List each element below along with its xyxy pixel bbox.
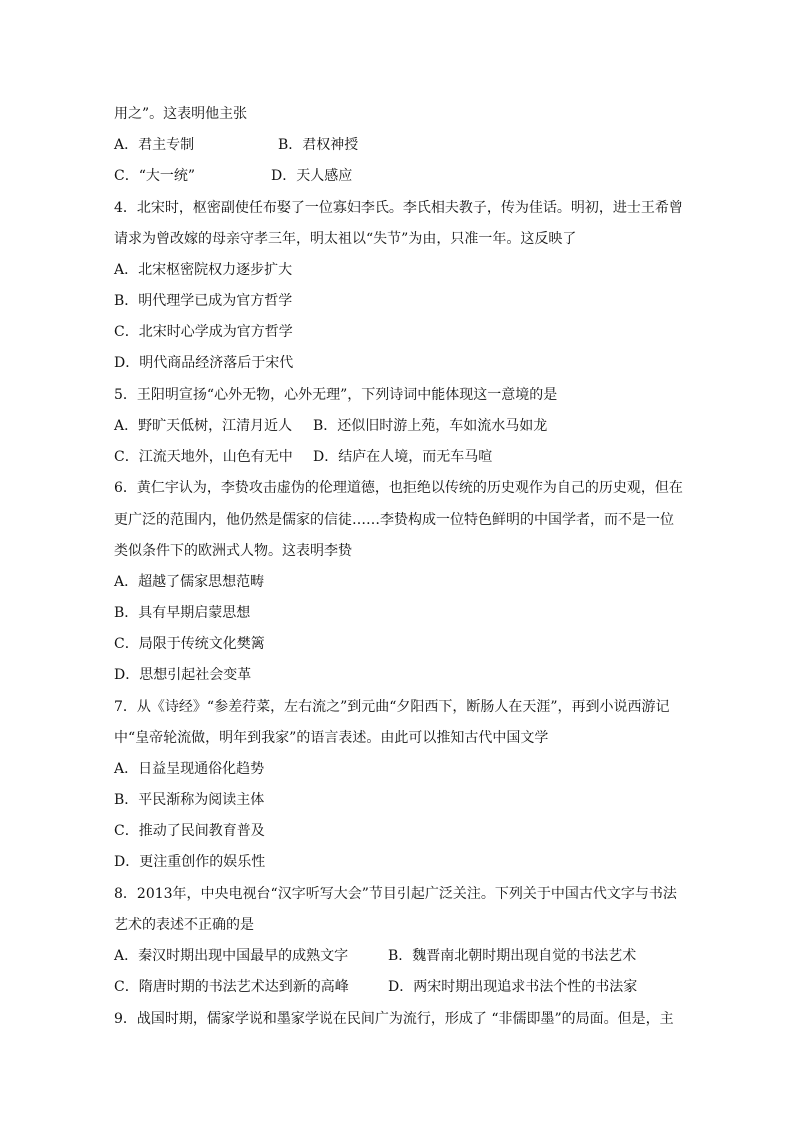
q6-option-b: B．具有早期启蒙思想 — [114, 605, 251, 621]
q7-stem-line-2: 中“皇帝轮流做，明年到我家”的语言表述。由此可以推知古代中国文学 — [114, 730, 549, 746]
q3-option-d: D．天人感应 — [271, 168, 353, 184]
q6-stem-line-2: 更广泛的范围内，他仍然是儒家的信徒……李贽构成一位特色鲜明的中国学者，而不是一位 — [114, 512, 674, 528]
q3-option-a: A．君主专制 — [114, 137, 195, 153]
q7-stem-line-1: 7．从《诗经》“参差荇菜，左右流之”到元曲“夕阳西下，断肠人在天涯”，再到小说西游记 — [114, 699, 670, 715]
q5-option-a: A．野旷天低树，江清月近人 — [114, 418, 293, 434]
q6-stem-line-3: 类似条件下的欧洲式人物。这表明李贽 — [114, 543, 352, 559]
q8-option-c: C．隋唐时期的书法艺术达到新的高峰 — [114, 979, 349, 995]
q5-stem: 5．王阳明宣扬“心外无物，心外无理”，下列诗词中能体现这一意境的是 — [114, 387, 558, 403]
q3-stem-end: 用之”。这表明他主张 — [114, 106, 248, 122]
q4-stem-line-1: 4．北宋时，枢密副使任布娶了一位寡妇李氏。李氏相夫教子，传为佳话。明初，进士王希曾 — [114, 200, 683, 216]
q9-stem-line-1: 9．战国时期，儒家学说和墨家学说在民间广为流行，形成了 “非儒即墨”的局面。但是，主 — [114, 1011, 674, 1027]
q7-option-c: C．推动了民间教育普及 — [114, 823, 265, 839]
q6-option-d: D．思想引起社会变革 — [114, 667, 252, 683]
q3-option-b: B．君权神授 — [278, 137, 359, 153]
q7-option-a: A．日益呈现通俗化趋势 — [114, 761, 265, 777]
q5-option-c: C．江流天地外，山色有无中 — [114, 449, 293, 465]
q8-stem-line-1: 8．2013年，中央电视台“汉字听写大会”节目引起广泛关注。下列关于中国古代文字与书法 — [114, 886, 677, 902]
q8-option-d: D．两宋时期出现追求书法个性的书法家 — [388, 979, 638, 995]
q4-option-b: B．明代理学已成为官方哲学 — [114, 293, 293, 309]
q7-option-b: B．平民渐称为阅读主体 — [114, 792, 265, 808]
q4-option-a: A．北宋枢密院权力逐步扩大 — [114, 262, 293, 278]
q7-option-d: D．更注重创作的娱乐性 — [114, 854, 266, 870]
q6-option-c: C．局限于传统文化樊篱 — [114, 636, 265, 652]
q5-option-b: B．还似旧时游上苑，车如流水马如龙 — [313, 418, 548, 434]
q5-option-d: D．结庐在人境，而无车马喧 — [313, 449, 493, 465]
q8-option-b: B．魏晋南北朝时期出现自觉的书法艺术 — [388, 948, 637, 964]
q4-option-d: D．明代商品经济落后于宋代 — [114, 355, 294, 371]
q4-stem-line-2: 请求为曾改嫁的母亲守孝三年，明太祖以“失节”为由，只准一年。这反映了 — [114, 231, 577, 247]
q8-stem-line-2: 艺术的表述不正确的是 — [114, 917, 254, 933]
q3-option-c: C．“大一统” — [114, 168, 196, 184]
q6-option-a: A．超越了儒家思想范畴 — [114, 574, 265, 590]
q6-stem-line-1: 6．黄仁宇认为，李贽攻击虚伪的伦理道德，也拒绝以传统的历史观作为自己的历史观，但在 — [114, 480, 683, 496]
q8-option-a: A．秦汉时期出现中国最早的成熟文字 — [114, 948, 349, 964]
q4-option-c: C．北宋时心学成为官方哲学 — [114, 324, 293, 340]
